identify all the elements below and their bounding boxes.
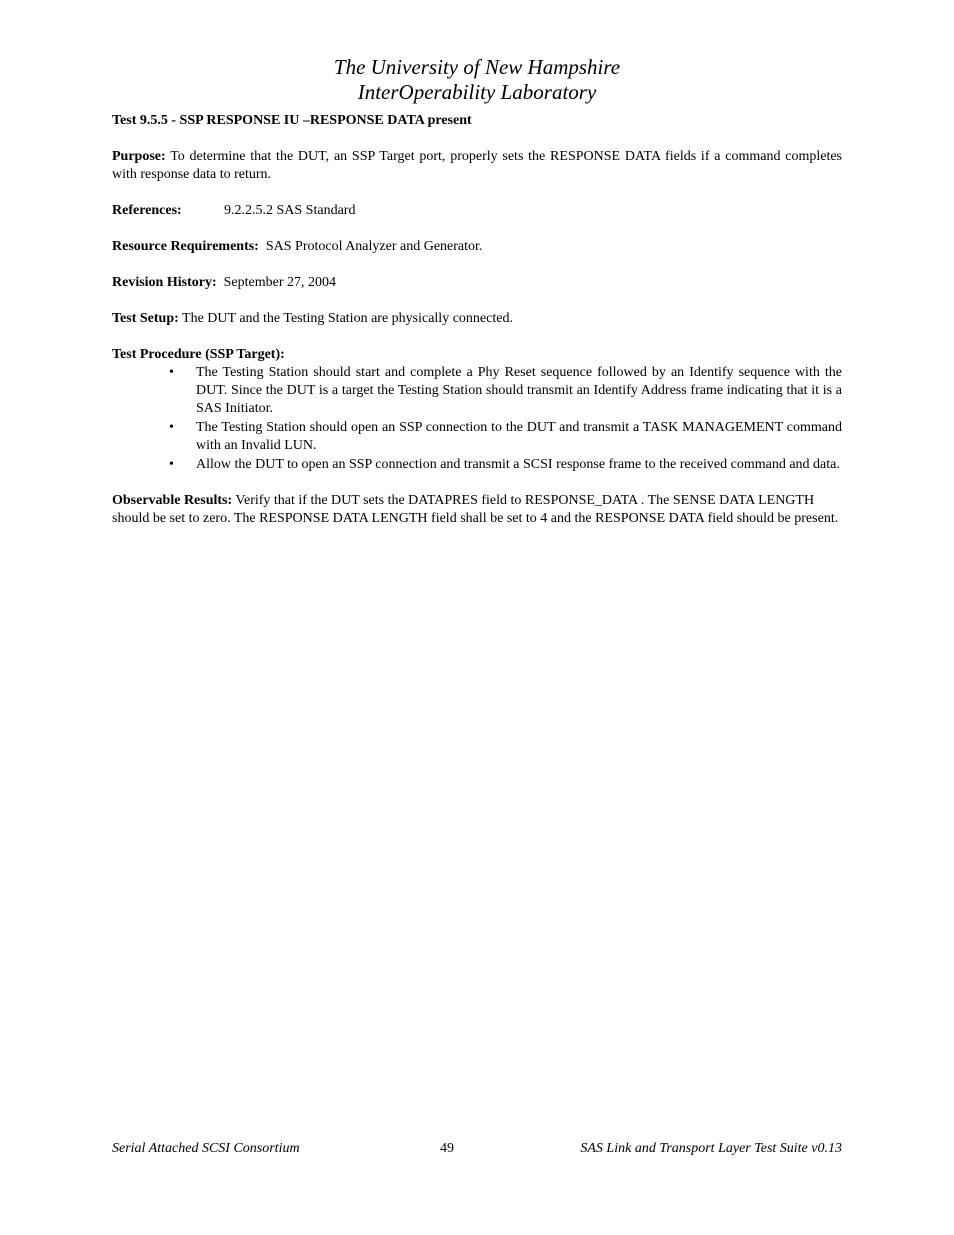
references-text: 9.2.2.5.2 SAS Standard <box>224 203 356 218</box>
results-label: Observable Results: <box>112 493 233 508</box>
setup-section <box>112 310 842 328</box>
setup-text: The DUT and the Testing Station are physically connected. <box>178 311 513 326</box>
header-institution: The University of New Hampshire <box>333 55 621 79</box>
purpose-section <box>112 148 842 184</box>
procedure-step-text: The Testing Station should open an SSP connection to the DUT and transmit a TASK MANAGEMENT command with an Invalid LUN. <box>196 420 842 453</box>
header-lab: InterOperability Laboratory <box>357 80 597 104</box>
procedure-step <box>112 364 842 418</box>
resources-section <box>112 238 842 256</box>
setup-label: Test Setup: <box>112 311 179 326</box>
bullet-icon: • <box>169 457 174 472</box>
bullet-icon: • <box>169 365 174 380</box>
procedure-step-text: The Testing Station should start and complete a Phy Reset sequence followed by an Identify sequence with the DUT. Since the DUT is a target the Testing Station should transmit an Identify Address frame indicating that it is a SAS Initiator. <box>196 365 842 416</box>
results-section <box>112 492 842 528</box>
page-footer <box>112 1139 842 1159</box>
test-title: Test 9.5.5 - SSP RESPONSE IU –RESPONSE DATA present <box>112 113 472 128</box>
purpose-text: To determine that the DUT, an SSP Target port, properly sets the RESPONSE DATA fields if a command completes with response data to return. <box>112 149 842 182</box>
resources-label: Resource Requirements: <box>112 239 259 254</box>
revision-section <box>112 274 842 292</box>
revision-text: September 27, 2004 <box>216 275 336 290</box>
procedure-heading: Test Procedure (SSP Target): <box>112 347 285 362</box>
procedure-step <box>112 419 842 455</box>
page-header <box>0 55 954 105</box>
test-content <box>112 112 842 546</box>
footer-consortium: Serial Attached SCSI Consortium <box>112 1141 300 1156</box>
footer-suite-version: SAS Link and Transport Layer Test Suite v0.13 <box>580 1141 842 1156</box>
references-label: References: <box>112 203 182 218</box>
procedure-step-text: Allow the DUT to open an SSP connection and transmit a SCSI response frame to the received command and data. <box>196 457 840 472</box>
page-number: 49 <box>440 1141 454 1156</box>
bullet-icon: • <box>169 420 174 435</box>
references-section <box>112 202 842 220</box>
resources-text: SAS Protocol Analyzer and Generator. <box>258 239 483 254</box>
results-text: Verify that if the DUT sets the DATAPRES field to RESPONSE_DATA . The SENSE DATA LENGTH should be set to zero. The RESPONSE DATA LENGTH field shall be set to 4 and the RESPONSE DATA field should be present. <box>112 493 839 526</box>
purpose-label: Purpose: <box>112 149 166 164</box>
procedure-list <box>112 364 842 474</box>
procedure-step <box>112 456 842 474</box>
revision-label: Revision History: <box>112 275 217 290</box>
